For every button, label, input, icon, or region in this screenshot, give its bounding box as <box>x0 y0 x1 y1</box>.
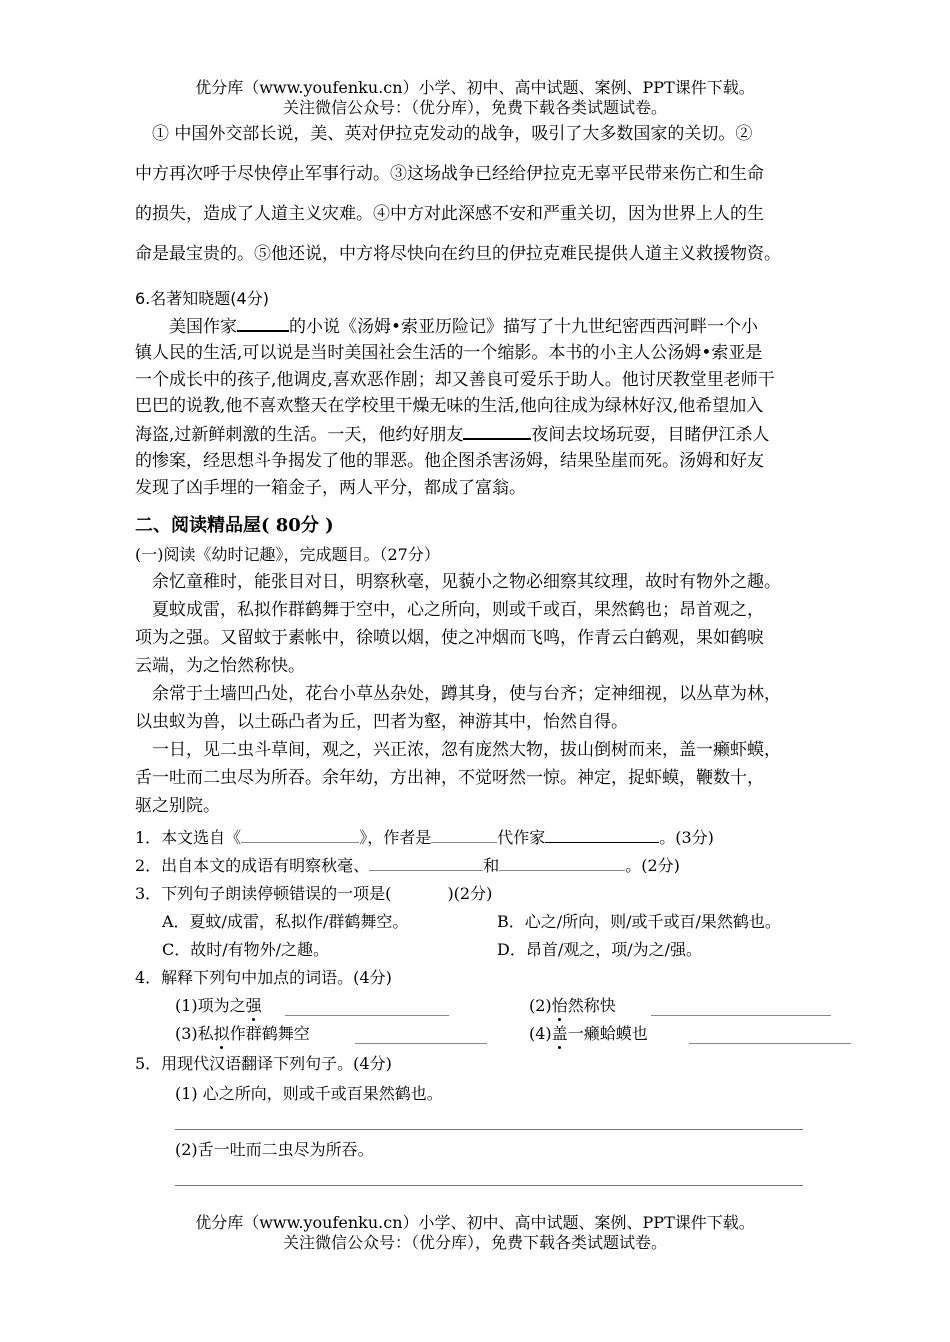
q1-text: 代作家 <box>497 828 546 847</box>
q6-title: 6.名著知晓题(4分) <box>135 289 269 308</box>
option-b[interactable]: B．心之/所向，则/或千或百/果然鹤也。 <box>497 912 781 931</box>
reading-line: 项为之强。又留蚊于素帐中，徐喷以烟，使之冲烟而飞鸣，作青云白鹤观，果如鹤唳 <box>135 628 764 648</box>
q3-options-row-2 <box>162 936 852 964</box>
q4-4-blank[interactable] <box>689 1026 851 1044</box>
option-d[interactable]: D．昂首/观之，项/为之/强。 <box>497 940 703 959</box>
source-blank[interactable] <box>241 825 359 843</box>
q6-text: 的惨案，经思想斗争揭发了他的罪恶。他企图杀害汤姆，结果坠崖而死。汤姆和好友 <box>135 451 764 472</box>
q6-text: 海盗,过新鲜刺激的生活。一天，他约好朋友 <box>135 424 464 445</box>
q6-body <box>135 312 855 501</box>
passage-5-line: 命是最宝贵的。⑤他还说，中方将尽快向在约旦的伊拉克难民提供人道主义救援物资。 <box>135 244 781 264</box>
dynasty-blank[interactable] <box>431 825 497 843</box>
idiom-blank-2[interactable] <box>499 853 625 871</box>
q4-2-blank[interactable] <box>651 998 831 1016</box>
reading-line: 一日，见二虫斗草间，观之，兴正浓，忽有庞然大物，拔山倒树而来，盖一癞虾蟆， <box>152 740 781 760</box>
q4-text: (3)私 <box>175 1024 214 1043</box>
author-blank[interactable] <box>237 312 289 332</box>
answer-line-2[interactable] <box>175 1185 803 1186</box>
q2-text: 。(2分) <box>625 856 680 875</box>
question-4: 4．解释下列句中加点的词语。(4分) <box>135 968 392 987</box>
q1-text: 1．本文选自《 <box>135 828 242 847</box>
q3-options-row-1 <box>162 908 852 936</box>
q4-text: 一癞蛤蟆也 <box>567 1024 648 1043</box>
q4-text: 然称快 <box>567 996 616 1015</box>
passage-5 <box>135 114 855 274</box>
q6-text: 镇人民的生活,可以说是当时美国社会生活的一个缩影。本书的小主人公汤姆•索亚是 <box>135 343 763 364</box>
q4-1-blank[interactable] <box>285 998 449 1016</box>
reading-line: 以虫蚁为兽，以土砾凸者为丘，凹者为壑，神游其中，怡然自得。 <box>135 712 628 732</box>
q5-sentence-2: (2)舌一吐而二虫尽为所吞。 <box>175 1140 374 1159</box>
reading-line: 云端，为之怡然称快。 <box>135 656 305 676</box>
header-line-2: 关注微信公众号：（优分库），免费下载各类试题试卷。 <box>282 98 667 117</box>
q6-text: 一个成长中的孩子,他调皮,喜欢恶作剧；却又善良可爱乐于助人。他讨厌教堂里老师干 <box>135 369 775 390</box>
q4-row-1 <box>175 992 855 1020</box>
reading-line: 余常于土墙凹凸处，花台小草丛杂处，蹲其身，使与台齐；定神细视，以丛草为林， <box>152 684 781 704</box>
q6-text: 美国作家 <box>169 316 237 337</box>
q6-text: 夜间去坟场玩耍，目睹伊江杀人 <box>531 424 770 445</box>
section-2-sub: (一)阅读《幼时记趣》，完成题目。（27分） <box>135 545 440 564</box>
idiom-blank-1[interactable] <box>369 853 483 871</box>
reading-passage <box>135 568 855 820</box>
q6-text: 发现了凶手埋的一箱金子，两人平分，都成了富翁。 <box>135 477 526 498</box>
reading-line: 驱之别院。 <box>135 796 220 816</box>
header-line-1: 优分库（www.youfenku.cn）小学、初中、高中试题、案例、PPT课件下载。 <box>195 78 755 97</box>
q6-text: 巴巴的说教,他不喜欢整天在学校里干燥无味的生活,他向往成为绿林好汉,他希望加入 <box>135 396 764 417</box>
reading-line: 舌一吐而二虫尽为所吞。余年幼，方出神，不觉呀然一惊。神定，捉虾蟆，鞭数十， <box>135 768 764 788</box>
q1-text: 》，作者是 <box>359 828 432 847</box>
option-c[interactable]: C．故时/有物外/之趣。 <box>162 940 330 959</box>
q4-row-2 <box>175 1020 855 1048</box>
dotted-word: 强 <box>245 996 262 1015</box>
q4-text: 作群鹤舞空 <box>229 1024 310 1043</box>
q6-text: 的小说《汤姆•索亚历险记》描写了十九世纪密西西河畔一个小 <box>289 316 759 337</box>
q1-text: 。(3分) <box>659 828 714 847</box>
q2-text: 和 <box>483 856 500 875</box>
question-5: 5．用现代汉语翻译下列句子。(4分) <box>135 1054 392 1073</box>
reading-line: 余忆童稚时，能张目对日，明察秋毫，见藐小之物必细察其纹理，故时有物外之趣。 <box>152 572 781 592</box>
q4-text: (2) <box>529 996 552 1015</box>
writer-blank[interactable] <box>545 825 659 843</box>
passage-5-line: 的损失，造成了人道主义灾难。④中方对此深感不安和严重关切，因为世界上人的生 <box>135 204 764 224</box>
q2-text: 2．出自本文的成语有明察秋毫、 <box>135 856 370 875</box>
friend-blank[interactable] <box>463 420 531 440</box>
answer-line-1[interactable] <box>175 1129 803 1130</box>
passage-5-line: 中方再次呼于尽快停止军事行动。③这场战争已经给伊拉克无辜平民带来伤亡和生命 <box>135 164 764 184</box>
footer-line-2: 关注微信公众号：（优分库），免费下载各类试题试卷。 <box>282 1233 667 1252</box>
option-a[interactable]: A．夏蚊/成雷，私拟作/群鹤舞空。 <box>162 912 409 931</box>
q5-sentence-1: (1) 心之所向，则或千或百果然鹤也。 <box>175 1084 443 1103</box>
q3-text: )(2分) <box>447 884 493 903</box>
q4-text: (4) <box>529 1024 552 1043</box>
question-2 <box>135 852 855 880</box>
dotted-word: 拟 <box>213 1024 230 1043</box>
question-3 <box>135 880 855 908</box>
q4-3-blank[interactable] <box>355 1026 487 1044</box>
passage-5-line: ① 中国外交部长说，美、英对伊拉克发动的战争，吸引了大多数国家的关切。② <box>152 124 753 144</box>
q3-text: 3．下列句子朗读停顿错误的一项是( <box>135 884 392 903</box>
dotted-word: 盖 <box>551 1024 568 1043</box>
q4-text: (1)项为之 <box>175 996 246 1015</box>
dotted-word: 怡 <box>551 996 568 1015</box>
question-1 <box>135 824 855 852</box>
footer-line-1: 优分库（www.youfenku.cn）小学、初中、高中试题、案例、PPT课件下载。 <box>195 1213 755 1232</box>
section-2-title: 二、阅读精品屋( 80分 ) <box>135 515 334 536</box>
reading-line: 夏蚊成雷，私拟作群鹤舞于空中，心之所向，则或千或百，果然鹤也；昂首观之， <box>152 600 764 620</box>
